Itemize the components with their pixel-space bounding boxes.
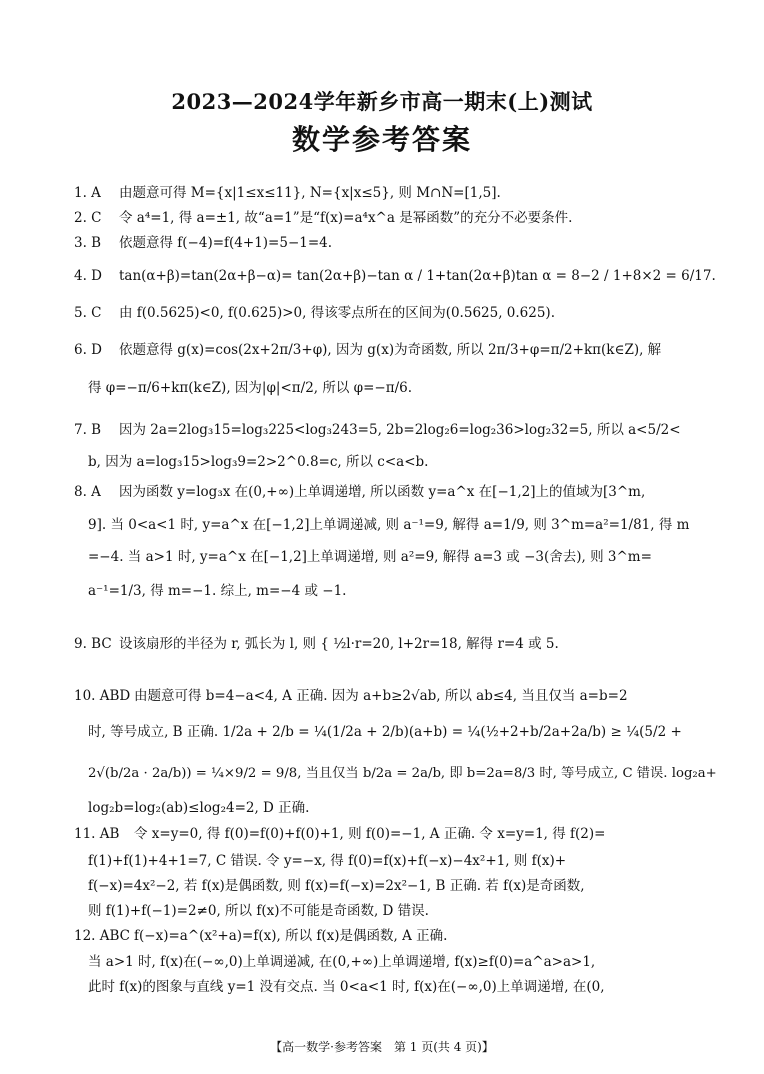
answer-10-line-2 bbox=[88, 722, 708, 742]
answer-3 bbox=[74, 233, 694, 253]
answer-label: 8. A bbox=[74, 484, 101, 500]
answer-text: 得 φ=−π/6+kπ(k∈Z), 因为|φ|<π/2, 所以 φ=−π/6. bbox=[88, 380, 413, 396]
answer-text: 此时 f(x)的图象与直线 y=1 没有交点. 当 0<a<1 时, f(x)在(−∞,0)上单调递增, 在(0, bbox=[88, 979, 605, 995]
page-footer: 【高一数学·参考答案 第 1 页(共 4 页)】 bbox=[270, 1040, 494, 1054]
answer-text: 则 f(1)+f(−1)=2≠0, 所以 f(x)不可能是奇函数, D 错误. bbox=[88, 903, 429, 919]
answer-8-line-2 bbox=[88, 515, 708, 535]
answer-6-line-2 bbox=[88, 378, 708, 398]
answer-label: 9. BC bbox=[74, 636, 112, 652]
answer-11-line-2 bbox=[88, 851, 708, 871]
answer-text: 由题意可得 b=4−a<4, A 正确. 因为 a+b≥2√ab, 所以 ab≤4, 当且仅当 a=b=2 bbox=[134, 688, 628, 704]
answer-11-line-1 bbox=[74, 824, 694, 844]
answer-10-line-1 bbox=[74, 686, 694, 706]
answer-text: 依题意得 f(−4)=f(4+1)=5−1=4. bbox=[119, 235, 333, 251]
answer-label: 7. B bbox=[74, 422, 102, 438]
answer-text: tan(α+β)=tan(2α+β−α)= tan(2α+β)−tan α / 1+tan(2α+β)tan α = 8−2 / 1+8×2 = 6/17. bbox=[119, 268, 716, 284]
answer-7-line-1 bbox=[74, 420, 694, 440]
answer-text: 因为函数 y=log₃x 在(0,+∞)上单调递增, 所以函数 y=a^x 在[−1,2]上的值域为[3^m, bbox=[119, 484, 646, 500]
answer-12-line-1 bbox=[74, 926, 694, 946]
answer-text: b, 因为 a=log₃15>log₃9=2>2^0.8=c, 所以 c<a<b. bbox=[88, 454, 429, 470]
answer-label: 6. D bbox=[74, 342, 102, 358]
answer-text: 令 x=y=0, 得 f(0)=f(0)+f(0)+1, 则 f(0)=−1, A 正确. 令 x=y=1, 得 f(2)= bbox=[134, 826, 606, 842]
answer-text: 时, 等号成立, B 正确. 1/2a + 2/b = ¼(1/2a + 2/b)(a+b) = ¼(½+2+b/2a+2a/b) ≥ ¼(5/2 + bbox=[88, 724, 682, 740]
answer-10-line-3 bbox=[88, 764, 717, 784]
answer-text: 依题意得 g(x)=cos(2x+2π/3+φ), 因为 g(x)为奇函数, 所以 2π/3+φ=π/2+kπ(k∈Z), 解 bbox=[119, 342, 662, 358]
answer-text: 由题意可得 M={x|1≤x≤11}, N={x|x≤5}, 则 M∩N=[1,5]. bbox=[119, 185, 501, 201]
answer-text: 因为 2a=2log₃15=log₃225<log₃243=5, 2b=2log₂6=log₂36>log₂32=5, 所以 a<5/2< bbox=[119, 422, 681, 438]
answer-label: 3. B bbox=[74, 235, 102, 251]
answer-text: log₂b=log₂(ab)≤log₂4=2, D 正确. bbox=[88, 800, 310, 816]
answer-2 bbox=[74, 208, 694, 228]
answer-12-line-2 bbox=[88, 952, 708, 972]
answer-label: 12. ABC bbox=[74, 928, 131, 944]
answer-text: 9]. 当 0<a<1 时, y=a^x 在[−1,2]上单调递减, 则 a⁻¹=9, 解得 a=1/9, 则 3^m=a²=1/81, 得 m bbox=[88, 517, 690, 533]
answer-10-line-4 bbox=[88, 798, 708, 818]
answer-text: f(1)+f(1)+4+1=7, C 错误. 令 y=−x, 得 f(0)=f(x)+f(−x)−4x²+1, 则 f(x)+ bbox=[88, 853, 567, 869]
answer-text: f(−x)=a^(x²+a)=f(x), 所以 f(x)是偶函数, A 正确. bbox=[134, 928, 448, 944]
answer-label: 1. A bbox=[74, 185, 101, 201]
answer-text: f(−x)=4x²−2, 若 f(x)是偶函数, 则 f(x)=f(−x)=2x²−1, B 正确. 若 f(x)是奇函数, bbox=[88, 878, 585, 894]
answer-5 bbox=[74, 303, 694, 323]
answer-8-line-4 bbox=[88, 581, 708, 601]
answer-7-line-2 bbox=[88, 452, 708, 472]
answer-11-line-4 bbox=[88, 901, 708, 921]
answer-text: 当 a>1 时, f(x)在(−∞,0)上单调递减, 在(0,+∞)上单调递增, f(x)≥f(0)=a^a>a>1, bbox=[88, 954, 596, 970]
answer-label: 11. AB bbox=[74, 826, 120, 842]
answer-label: 5. C bbox=[74, 305, 102, 321]
answer-label: 10. ABD bbox=[74, 688, 131, 704]
answer-6-line-1 bbox=[74, 340, 694, 360]
answer-label: 4. D bbox=[74, 268, 102, 284]
document-subtitle: 数学参考答案 bbox=[291, 123, 472, 156]
answer-text: 由 f(0.5625)<0, f(0.625)>0, 得该零点所在的区间为(0.5625, 0.625). bbox=[119, 305, 555, 321]
answer-11-line-3 bbox=[88, 876, 708, 896]
answer-text: a⁻¹=1/3, 得 m=−1. 综上, m=−4 或 −1. bbox=[88, 583, 347, 599]
answer-8-line-3 bbox=[88, 547, 708, 567]
answer-4 bbox=[74, 266, 716, 286]
answer-text: 令 a⁴=1, 得 a=±1, 故“a=1”是“f(x)=a⁴x^a 是幂函数”的充分不必要条件. bbox=[119, 210, 573, 226]
answer-8-line-1 bbox=[74, 482, 694, 502]
answer-text: =−4. 当 a>1 时, y=a^x 在[−1,2]上单调递增, 则 a²=9, 解得 a=3 或 −3(舍去), 则 3^m= bbox=[88, 549, 652, 565]
answer-12-line-3 bbox=[88, 977, 708, 997]
answer-9 bbox=[74, 634, 694, 654]
document-title: 2023—2024学年新乡市高一期末(上)测试 bbox=[171, 89, 593, 114]
answer-text: 设该扇形的半径为 r, 弧长为 l, 则 { ½l·r=20, l+2r=18, 解得 r=4 或 5. bbox=[119, 636, 559, 652]
answer-1 bbox=[74, 183, 694, 203]
answer-text: 2√(b/2a · 2a/b)) = ¼×9/2 = 9/8, 当且仅当 b/2a = 2a/b, 即 b=2a=8/3 时, 等号成立, C 错误. log₂a+ bbox=[88, 766, 717, 781]
answer-label: 2. C bbox=[74, 210, 102, 226]
